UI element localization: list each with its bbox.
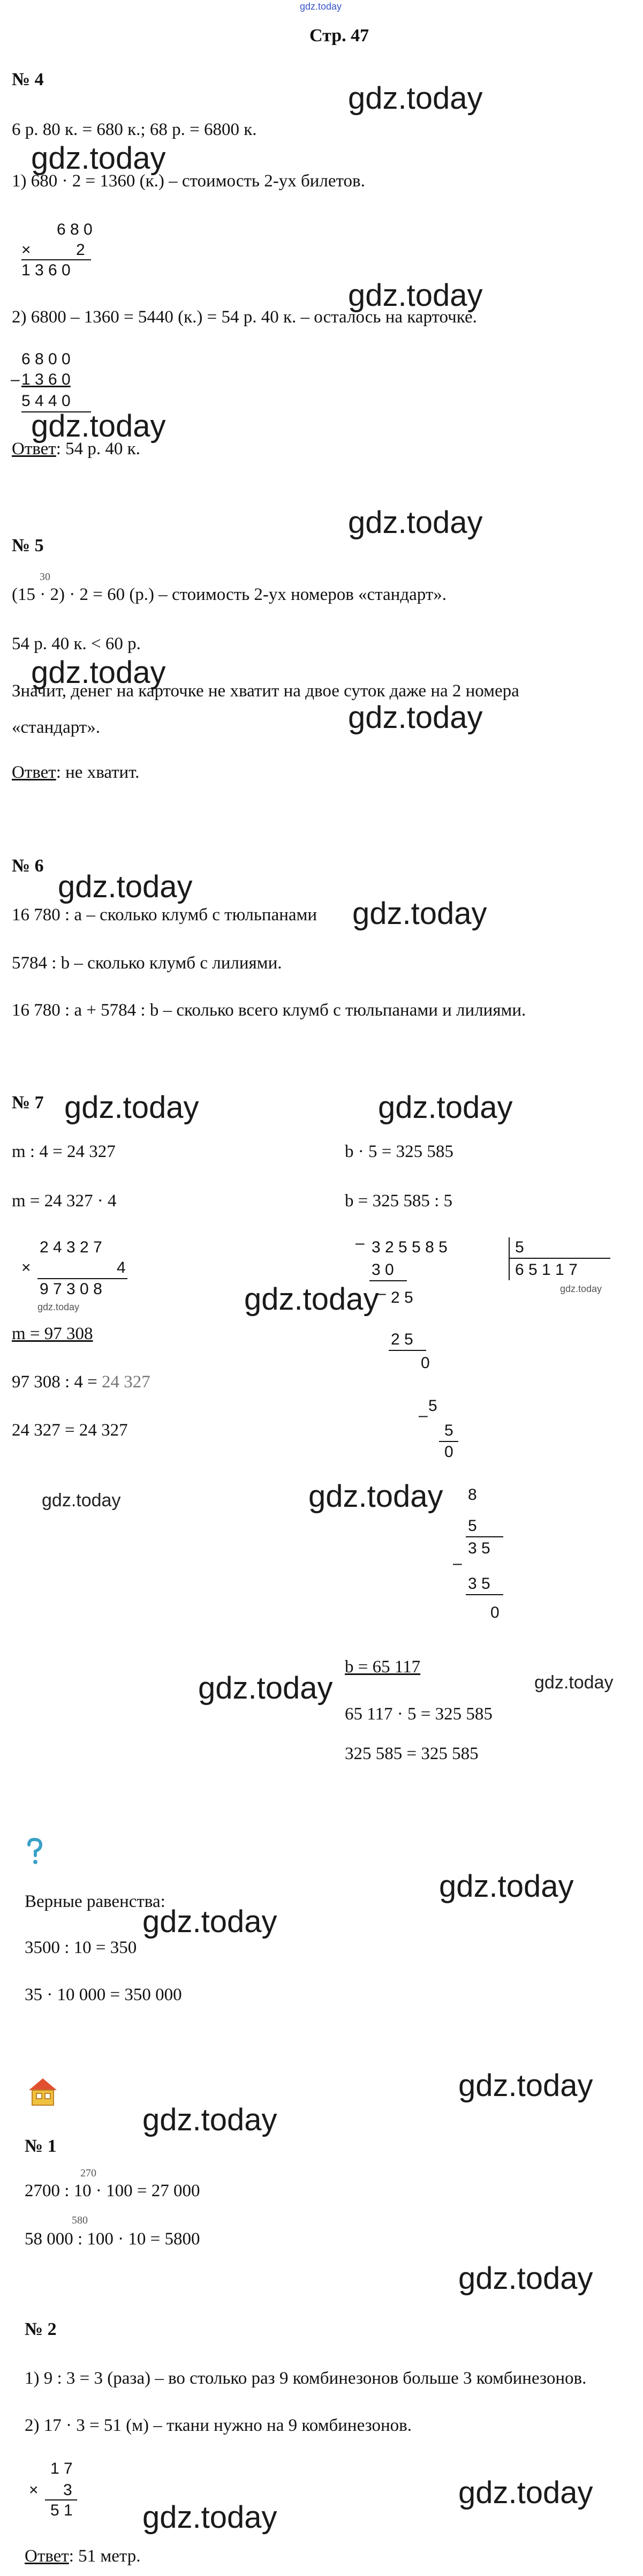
task7-number: № 7 (12, 1093, 44, 1113)
div-r10: 3 5 (468, 1539, 490, 1557)
task7-left-eq1: m : 4 = 24 327 (12, 1142, 116, 1161)
mul2-operand-a: 1 7 (50, 2460, 73, 2477)
home1-line2: 58 000 : 100 · 10 = 5800 (25, 2229, 200, 2249)
site-link[interactable]: gdz.today (300, 1, 342, 12)
home1-superscript1: 270 (80, 2167, 96, 2179)
div-r9: 5 (468, 1517, 477, 1535)
task5-answer (12, 762, 139, 783)
task6-line1: 16 780 : a – сколько клумб с тюльпанами (12, 905, 317, 925)
home2-line2: 2) 17 · 3 = 51 (м) – ткани нужно на 9 комбинезонов. (25, 2416, 412, 2435)
home2-answer (25, 2545, 141, 2567)
task5-number: № 5 (12, 536, 44, 555)
watermark: gdz.today (31, 655, 166, 690)
mul2-line (45, 2499, 77, 2500)
watermark: gdz.today (142, 2500, 277, 2535)
watermark: gdz.today (458, 2261, 593, 2296)
div-r1: 3 0 (372, 1261, 394, 1279)
watermark: gdz.today (142, 1904, 277, 1939)
div-line (466, 1536, 503, 1537)
watermark: gdz.today (458, 2475, 593, 2510)
watermark: gdz.today (142, 2102, 277, 2137)
mul-operand-a: 6 8 0 (57, 221, 93, 238)
task5-line4: «стандарт». (12, 718, 100, 737)
watermark: gdz.today (534, 1672, 614, 1693)
sub-operator: – (11, 371, 20, 388)
answer-label: Ответ (12, 763, 56, 782)
watermark: gdz.today (198, 1671, 333, 1706)
task7-right-check1: 65 117 · 5 = 325 585 (345, 1704, 493, 1724)
div-r8: 8 (468, 1486, 477, 1504)
watermark: gdz.today (58, 869, 193, 904)
check-value: 24 327 (102, 1372, 150, 1392)
task6-number: № 6 (12, 856, 44, 876)
div-line (439, 1441, 458, 1442)
task7-left-check1 (12, 1371, 150, 1393)
watermark: gdz.today (458, 2068, 593, 2103)
watermark: gdz.today (378, 1090, 513, 1125)
watermark: gdz.today (244, 1282, 379, 1317)
watermark: gdz.today (64, 1090, 199, 1125)
home1-number: № 1 (25, 2136, 57, 2156)
sub-operand-a: 6 8 0 0 (21, 350, 71, 368)
div-r11: 3 5 (468, 1575, 490, 1593)
answer-text: : 51 метр. (69, 2547, 141, 2566)
div-r4: 0 (421, 1354, 430, 1372)
task5-line1: (15 · 2) · 2 = 60 (р.) – стоимость 2-ух номеров «стандарт». (12, 585, 447, 604)
div-minus: – (355, 1234, 365, 1252)
answer-label: Ответ (12, 439, 56, 459)
mul7-operator: × (21, 1259, 31, 1276)
watermark: gdz.today (348, 278, 483, 313)
watermark: gdz.today (42, 1490, 121, 1511)
home1-line1: 2700 : 10 · 100 = 27 000 (25, 2181, 200, 2201)
watermark: gdz.today (439, 1869, 574, 1904)
task6-line3: 16 780 : a + 5784 : b – сколько всего клумб с тюльпанами и лилиями. (12, 1001, 526, 1020)
sub-operand-b: 1 3 6 0 (21, 371, 71, 388)
question-line1: 3500 : 10 = 350 (25, 1938, 137, 1957)
div-line (389, 1350, 426, 1351)
task7-left-eq2: m = 24 327 · 4 (12, 1191, 117, 1211)
mul7-line (37, 1278, 127, 1279)
task5-line3: Значит, денег на карточке не хватит на двое суток даже на 2 номера (12, 681, 519, 701)
div-r12: 0 (490, 1604, 500, 1621)
watermark: gdz.today (348, 81, 483, 116)
task4-step2: 2) 6800 – 1360 = 5440 (к.) = 54 р. 40 к. – осталось на карточке. (12, 307, 477, 327)
mul2-operator: × (29, 2481, 39, 2499)
mul2-result: 5 1 (50, 2502, 73, 2519)
watermark: gdz.today (560, 1283, 602, 1294)
task7-right-result: b = 65 117 (345, 1657, 421, 1677)
div-quotient: 6 5 1 1 7 (515, 1261, 578, 1279)
answer-label: Ответ (25, 2547, 69, 2566)
task7-right-eq2: b = 325 585 : 5 (345, 1191, 453, 1211)
mul7-result: 9 7 3 0 8 (40, 1280, 102, 1298)
div-line (466, 1594, 503, 1595)
div-minus: – (453, 1554, 462, 1572)
task5-superscript: 30 (40, 571, 50, 583)
div-divisor: 5 (515, 1238, 524, 1256)
page-title: Стр. 47 (309, 26, 369, 46)
task7-left-result: m = 97 308 (12, 1324, 93, 1343)
watermark: gdz.today (31, 141, 166, 176)
watermark: gdz.today (308, 1479, 443, 1514)
task4-step1: 1) 680 · 2 = 1360 (к.) – стоимость 2-ух билетов. (12, 171, 365, 191)
mul7-operand-a: 2 4 3 2 7 (40, 1238, 102, 1256)
mul-operand-b: 2 (76, 241, 85, 259)
task7-right-check2: 325 585 = 325 585 (345, 1744, 479, 1763)
sub-result: 5 4 4 0 (21, 392, 71, 410)
mul2-operand-b: 3 (63, 2481, 72, 2499)
task4-number: № 4 (12, 70, 44, 89)
watermark: gdz.today (352, 896, 487, 931)
house-icon (27, 2076, 59, 2107)
task7-left-check2: 24 327 = 24 327 (12, 1421, 128, 1440)
task6-line2: 5784 : b – сколько клумб с лилиями. (12, 953, 282, 973)
watermark: gdz.today (31, 409, 166, 444)
div-dividend: 3 2 5 5 8 5 (372, 1238, 448, 1256)
div-minus: – (419, 1407, 428, 1424)
task4-line1: 6 р. 80 к. = 680 к.; 68 р. = 6800 к. (12, 120, 257, 139)
home2-line1: 1) 9 : 3 = 3 (раза) – во столько раз 9 комбинезонов больше 3 комбинезонов. (25, 2369, 587, 2388)
div-vline (509, 1237, 510, 1280)
div-r3: 2 5 (391, 1331, 413, 1348)
div-r6: 5 (444, 1422, 453, 1439)
div-r5: 5 (428, 1397, 437, 1415)
watermark: gdz.today (348, 505, 483, 540)
watermark: gdz.today (37, 1302, 80, 1312)
div-hline (509, 1258, 610, 1259)
div-r2: 2 5 (391, 1289, 413, 1306)
question-heading: Верные равенства: (25, 1892, 165, 1911)
mul-operator: × (21, 241, 31, 259)
answer-text: : не хватит. (56, 763, 140, 782)
mul-result: 1 3 6 0 (21, 261, 71, 279)
home1-superscript2: 580 (72, 2214, 88, 2226)
mul7-operand-b: 4 (117, 1259, 126, 1276)
div-r7: 0 (444, 1443, 453, 1461)
answer-text: : 54 р. 40 к. (56, 439, 140, 459)
home2-number: № 2 (25, 2319, 57, 2339)
question-line2: 35 · 10 000 = 350 000 (25, 1985, 182, 2004)
div-minus: – (377, 1285, 386, 1302)
check-expression: 97 308 : 4 = (12, 1372, 102, 1392)
question-icon (25, 1837, 44, 1866)
mul-line (21, 259, 91, 260)
watermark: gdz.today (348, 700, 483, 735)
task4-answer (12, 438, 140, 460)
task7-right-eq1: b · 5 = 325 585 (345, 1142, 453, 1161)
task5-line2: 54 р. 40 к. < 60 р. (12, 634, 141, 654)
